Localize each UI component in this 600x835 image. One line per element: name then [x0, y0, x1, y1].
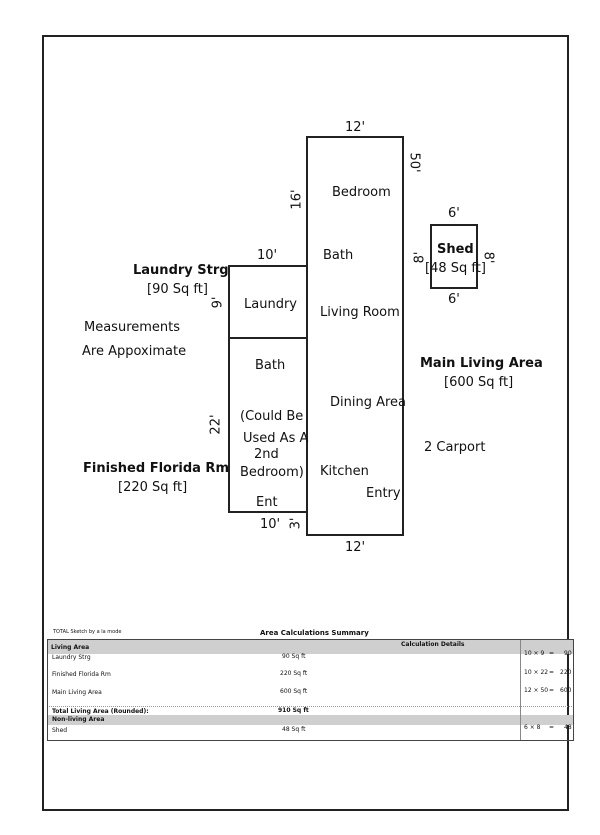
row-calc: 10 × 9 — [524, 650, 545, 657]
row-area: 220 Sq ft — [280, 670, 308, 677]
summary-title: Area Calculations Summary — [260, 629, 369, 637]
room-dining-area: Dining Area — [330, 395, 407, 410]
main-dim-right: 50' — [406, 152, 422, 173]
laundry-dim-top: 10' — [257, 248, 278, 263]
total-living-label: Total Living Area (Rounded): — [52, 708, 149, 715]
non-living-header: Non-living Area — [52, 716, 105, 723]
row-result: 90 — [564, 650, 572, 657]
details-divider — [520, 640, 521, 740]
florida-note-4: Bedroom) — [240, 465, 304, 480]
room-bath-main: Bath — [323, 248, 354, 263]
software-credit: TOTAL Sketch by a la mode — [53, 629, 122, 635]
room-bath-florida: Bath — [255, 358, 286, 373]
room-entry: Entry — [366, 486, 401, 501]
row-result: 220 — [560, 669, 572, 676]
row-result: 48 — [564, 724, 572, 731]
shed-label: Shed — [437, 242, 474, 257]
row-calc: 6 × 8 — [524, 724, 541, 731]
total-separator — [49, 706, 572, 707]
row-area: 90 Sq ft — [282, 653, 306, 660]
laundry-strg-size: [90 Sq ft] — [147, 282, 208, 297]
main-dim-left: 16' — [289, 189, 305, 210]
laundry-strg-label: Laundry Strg — [133, 263, 229, 278]
row-area: 600 Sq ft — [280, 688, 308, 695]
florida-note-1: (Could Be — [240, 409, 304, 424]
row-area: 48 Sq ft — [282, 726, 306, 733]
living-area-band — [48, 640, 573, 654]
florida-dim-left: 22' — [208, 414, 224, 435]
row-eq: = — [549, 669, 555, 676]
room-bedroom: Bedroom — [332, 185, 391, 200]
room-ent: Ent — [256, 495, 278, 510]
shed-dim-bottom: 6' — [448, 292, 460, 307]
florida-note-2: Used As A — [243, 431, 309, 446]
note-line-1: Measurements — [84, 320, 181, 335]
row-name: Finished Florida Rm — [52, 671, 111, 678]
total-living-value: 910 Sq ft — [278, 707, 309, 714]
row-name: Shed — [52, 727, 68, 734]
carport-label: 2 Carport — [424, 440, 486, 455]
shed-dim-right: 8' — [480, 251, 496, 264]
row-calc: 12 × 50 — [524, 687, 549, 694]
main-living-area-size: [600 Sq ft] — [444, 375, 514, 390]
room-laundry: Laundry — [244, 297, 297, 312]
florida-dim-step: 3' — [288, 517, 304, 530]
row-eq: = — [549, 650, 555, 657]
room-kitchen: Kitchen — [320, 464, 369, 479]
note-line-2: Are Appoximate — [82, 344, 187, 359]
laundry-dim-left: 9' — [210, 296, 226, 309]
area-summary-table — [47, 639, 574, 741]
shed-dim-top: 6' — [448, 206, 460, 221]
main-dim-top: 12' — [345, 120, 366, 135]
florida-room-label: Finished Florida Rm — [83, 461, 229, 476]
row-result: 600 — [560, 687, 572, 694]
florida-room-size: [220 Sq ft] — [118, 480, 188, 495]
non-living-band — [48, 715, 573, 725]
main-dim-bottom: 12' — [345, 540, 366, 555]
shed-dim-left: 8' — [412, 251, 428, 264]
shed-size: [48 Sq ft] — [425, 261, 486, 276]
calc-details-header: Calculation Details — [401, 641, 465, 648]
row-calc: 10 × 22 — [524, 669, 549, 676]
row-eq: = — [549, 687, 555, 694]
room-living-room: Living Room — [320, 305, 400, 320]
row-name: Main Living Area — [52, 689, 102, 696]
living-area-header: Living Area — [51, 644, 90, 651]
row-name: Laundry Strg — [52, 654, 91, 661]
main-living-area-label: Main Living Area — [420, 356, 543, 371]
row-eq: = — [549, 724, 555, 731]
florida-note-3: 2nd — [254, 447, 279, 462]
florida-dim-bottom: 10' — [260, 517, 281, 532]
